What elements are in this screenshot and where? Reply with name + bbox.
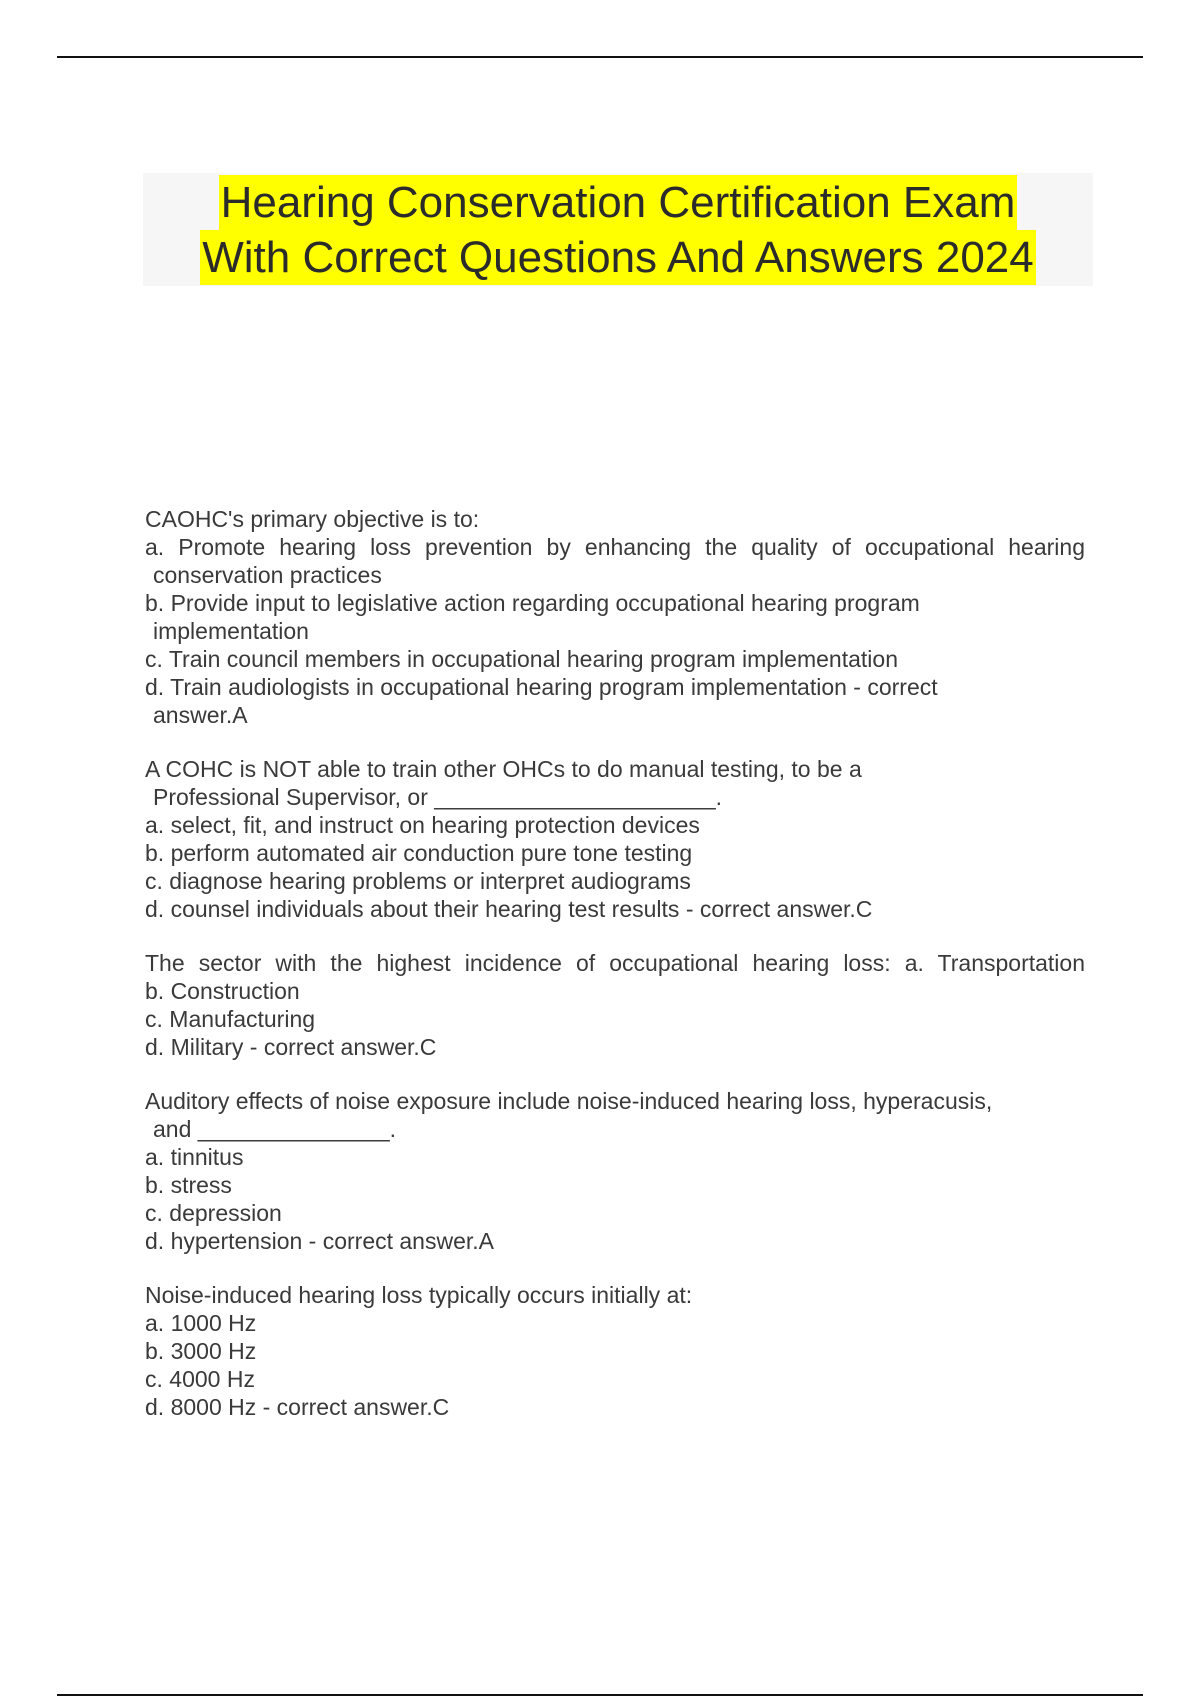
answer-option-d: d. 8000 Hz - correct answer.C (145, 1394, 450, 1420)
top-rule (57, 56, 1143, 58)
document-title-line-2: With Correct Questions And Answers 2024 (200, 230, 1036, 285)
answer-option-d: d. counsel individuals about their hearing test results - correct answer.C (145, 896, 873, 922)
answer-option-c: c. 4000 Hz (145, 1366, 255, 1392)
answer-option-b-continued: implementation (153, 618, 309, 644)
answer-option-d: d. hypertension - correct answer.A (145, 1228, 494, 1254)
answer-option-a-continued: conservation practices (153, 562, 382, 588)
answer-option-b: b. 3000 Hz (145, 1338, 257, 1364)
answer-option-a: a. 1000 Hz (145, 1310, 257, 1336)
question-text-continued: and _______________. (153, 1116, 397, 1142)
question-text: Noise-induced hearing loss typically occurs initially at: (145, 1282, 693, 1308)
question-text: The sector with the highest incidence of occupational hearing loss: a. Transportation (145, 950, 1085, 976)
answer-option-c: c. depression (145, 1200, 282, 1226)
answer-option-b: b. stress (145, 1172, 232, 1198)
title-box (143, 173, 1093, 286)
answer-option-a: a. tinnitus (145, 1144, 244, 1170)
answer-option-a: a. Promote hearing loss prevention by enhancing the quality of occupational hearing (145, 534, 1085, 560)
answer-option-c: c. diagnose hearing problems or interpret audiograms (145, 868, 691, 894)
answer-option-c: c. Train council members in occupational hearing program implementation (145, 646, 898, 672)
answer-option-d: d. Military - correct answer.C (145, 1034, 437, 1060)
answer-option-b: b. Construction (145, 978, 300, 1004)
question-list (145, 505, 1085, 1447)
question-text-continued: Professional Supervisor, or ______________________. (153, 784, 723, 810)
question-text: Auditory effects of noise exposure include noise-induced hearing loss, hyperacusis, (145, 1088, 993, 1114)
answer-option-b: b. perform automated air conduction pure tone testing (145, 840, 693, 866)
question-5 (145, 1281, 1085, 1421)
question-3 (145, 949, 1085, 1061)
question-1 (145, 505, 1085, 729)
answer-option-c: c. Manufacturing (145, 1006, 316, 1032)
answer-option-b: b. Provide input to legislative action regarding occupational hearing program (145, 590, 920, 616)
question-text: A COHC is NOT able to train other OHCs to do manual testing, to be a (145, 756, 862, 782)
answer-option-d: d. Train audiologists in occupational hearing program implementation - correct (145, 674, 938, 700)
correct-answer: answer.A (153, 702, 248, 728)
question-4 (145, 1087, 1085, 1255)
question-2 (145, 755, 1085, 923)
bottom-rule (57, 1694, 1143, 1696)
answer-option-a: a. select, fit, and instruct on hearing protection devices (145, 812, 700, 838)
document-title-line-1: Hearing Conservation Certification Exam (219, 175, 1018, 230)
question-text: CAOHC's primary objective is to: (145, 506, 480, 532)
